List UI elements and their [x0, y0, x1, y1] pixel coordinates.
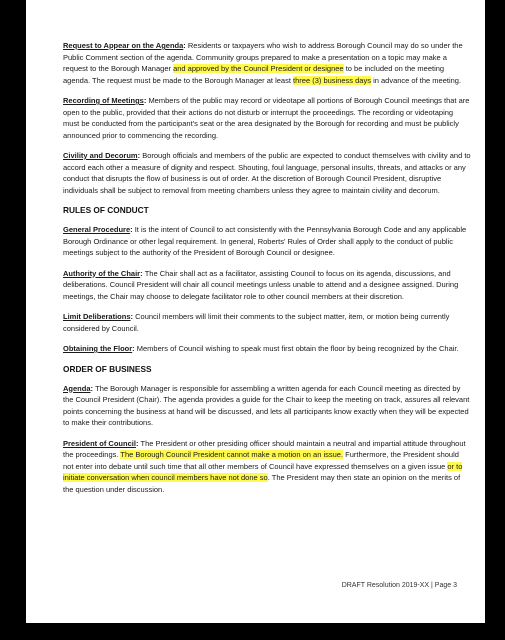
highlighted-text: three (3) business days [293, 75, 371, 85]
paragraph [63, 383, 471, 429]
paragraph-text: Borough officials and members of the public are expected to conduct themselves with civility and to accord each other a measure of dignity and respect. Shouting, foul language, personal insults, threats, and attacks or any conduct that disrupts the flow of business is out of order. At the discretion of Borough Council President, disruptive individuals shall be subject to removal from meeting chambers unless they agree to maintain civility and decorum. [63, 151, 471, 195]
paragraph-title: Authority of the Chair [63, 268, 141, 278]
paragraph-text: in advance of the meeting. [370, 75, 462, 85]
paragraph [63, 40, 471, 86]
paragraph-title: Request to Appear on the Agenda [63, 41, 184, 50]
paragraph-title: President of Council [63, 438, 136, 448]
title-separator: : [90, 383, 96, 393]
section-heading: RULES OF CONDUCT [63, 205, 149, 215]
paragraph-text: Furthermore, the President should not enter into debate until such time that all other members of Council have expressed themselves on a given issue [63, 450, 459, 471]
paragraph [63, 343, 471, 355]
paragraph-text: Members of Council wishing to speak must first obtain the floor by being recognized by the Chair. [136, 344, 459, 353]
section-heading: ORDER OF BUSINESS [63, 363, 152, 374]
paragraph-title: Recording of Meetings [63, 96, 144, 105]
paragraph [63, 95, 471, 141]
paragraph-text: It is the intent of Council to act consistently with the Pennsylvania Borough Code and any applicable Borough Ordinance or other legal requirement. In general, Roberts' Rules of Order shall apply to the conduct of public meetings subject to the authority of the President of Borough Council or designee. [63, 225, 467, 257]
paragraph-text: Members of the public may record or videotape all portions of Borough Council meetings that are open to the public, provided that their actions do not disturb or interrupt the proceedings. The recording or videotaping must be conducted from the participant's seat or the area designated by the Borough for recording and must be publicly announced prior to commencing the recording. [63, 96, 470, 140]
highlighted-text: or to initiate conversation when council members have not done so [63, 461, 463, 482]
paragraph-text: to be included on the meeting agenda. The request must be made to the Borough Manager at least [63, 64, 445, 85]
paragraph-text: The Borough Manager is responsible for assembling a written agenda for each Council meeting as directed by the Council President (Chair). The agenda provides a guide for the Chair to keep the meeting on track, assures all relevant points concerning the business at hand will be discussed, and lets all participants know exactly when they will be expected to make their contributions. [63, 383, 470, 427]
paragraph [63, 150, 471, 196]
paragraph-title: Civility and Decorum [63, 151, 138, 160]
highlighted-text: The Borough Council President cannot make a motion on an issue. [120, 450, 344, 459]
paragraph [63, 311, 471, 334]
paragraph-text: . The President may then state an opinion on the merits of the question under discussion. [63, 473, 461, 494]
highlighted-text: and approved by the Council President or designee [173, 64, 344, 73]
paragraph-text: Council members will limit their comments to the subject matter, item, or motion being currently considered by Council. [63, 312, 450, 333]
title-separator: : [143, 96, 149, 105]
title-separator: : [183, 41, 188, 50]
paragraph [63, 438, 471, 496]
title-separator: : [140, 268, 145, 278]
document-page [26, 0, 485, 623]
title-separator: : [130, 225, 135, 234]
paragraph-title: Agenda [63, 383, 91, 393]
title-separator: : [137, 151, 143, 160]
paragraph [63, 224, 471, 259]
paragraph-text: Residents or taxpayers who wish to address Borough Council may do so under the Public Comment section of the agenda. Community groups prepared to make a presentation on a topic may make a request to the Borough Manager [63, 41, 463, 73]
paragraph-text: The President or other presiding officer should maintain a neutral and impartial attitude throughout the proceedings. [63, 438, 466, 459]
paragraph-text: The Chair shall act as a facilitator, assisting Council to focus on its agenda, discussions, and deliberations. Council President will chair all council meetings unless unable to attend and a designee assigned. During meetings, the Chair may choose to delegate facilitator role to other council members at their discretion. [63, 268, 459, 301]
title-separator: : [130, 312, 136, 321]
document-body [63, 40, 471, 504]
title-separator: : [132, 344, 137, 353]
paragraph [63, 268, 471, 303]
title-separator: : [135, 438, 141, 448]
paragraph-title: Limit Deliberations [63, 312, 131, 321]
paragraph-title: General Procedure [63, 225, 131, 234]
page-footer: DRAFT Resolution 2019-XX | Page 3 [341, 582, 457, 589]
paragraph-title: Obtaining the Floor [63, 344, 133, 353]
